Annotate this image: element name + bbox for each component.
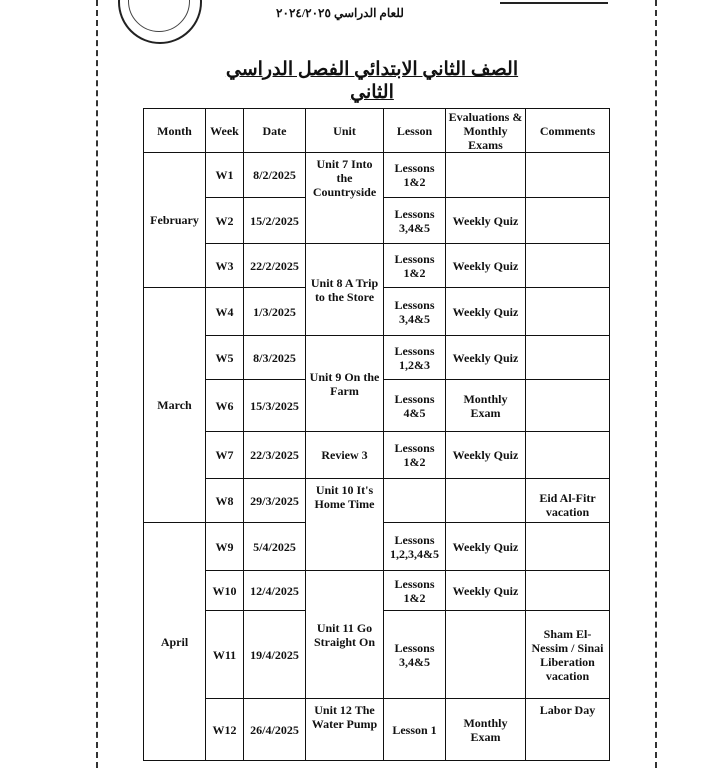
week-cell: W5 — [206, 336, 244, 380]
week-cell: W7 — [206, 432, 244, 479]
header-comments: Comments — [526, 109, 610, 153]
month-cell: March — [144, 288, 206, 523]
lesson-cell: Lessons 3,4&5 — [384, 198, 446, 244]
month-cell: February — [144, 153, 206, 288]
header-rule — [500, 2, 608, 4]
evaluation-cell: Monthly Exam — [446, 699, 526, 761]
table-row — [144, 479, 610, 523]
unit-cell: Review 3 — [306, 432, 384, 479]
lesson-cell: Lessons 1,2,3,4&5 — [384, 523, 446, 571]
week-cell: W2 — [206, 198, 244, 244]
date-cell: 29/3/2025 — [244, 479, 306, 523]
header-row — [144, 109, 610, 153]
page-border-right — [655, 0, 657, 768]
week-cell: W4 — [206, 288, 244, 336]
comment-cell — [526, 198, 610, 244]
date-cell: 8/3/2025 — [244, 336, 306, 380]
schedule-table — [143, 108, 610, 761]
date-cell: 1/3/2025 — [244, 288, 306, 336]
evaluation-cell — [446, 153, 526, 198]
table-row — [144, 571, 610, 611]
comment-cell — [526, 523, 610, 571]
lesson-cell: Lessons 1&2 — [384, 432, 446, 479]
week-cell: W10 — [206, 571, 244, 611]
date-cell: 15/3/2025 — [244, 380, 306, 432]
week-cell: W1 — [206, 153, 244, 198]
table-row — [144, 336, 610, 380]
date-cell: 22/3/2025 — [244, 432, 306, 479]
unit-cell: Unit 8 A Trip to the Store — [306, 244, 384, 336]
table-row — [144, 432, 610, 479]
comment-cell: Labor Day — [526, 699, 610, 761]
header-lesson: Lesson — [384, 109, 446, 153]
date-cell: 22/2/2025 — [244, 244, 306, 288]
comment-cell — [526, 380, 610, 432]
header-date: Date — [244, 109, 306, 153]
lesson-cell: Lessons 4&5 — [384, 380, 446, 432]
date-cell: 26/4/2025 — [244, 699, 306, 761]
header-week: Week — [206, 109, 244, 153]
lesson-cell: Lessons 3,4&5 — [384, 288, 446, 336]
date-cell: 15/2/2025 — [244, 198, 306, 244]
month-cell: April — [144, 523, 206, 761]
page-border-left — [96, 0, 98, 768]
logo-inner-ring — [128, 0, 190, 32]
week-cell: W12 — [206, 699, 244, 761]
date-cell: 12/4/2025 — [244, 571, 306, 611]
unit-cell: Unit 10 It's Home Time — [306, 479, 384, 571]
comment-cell: Sham El-Nessim / Sinai Liberation vacation — [526, 611, 610, 699]
academic-year: للعام الدراسي ٢٠٢٤/٢٠٢٥ — [276, 6, 404, 20]
comment-cell — [526, 153, 610, 198]
table-row — [144, 699, 610, 761]
table-row — [144, 244, 610, 288]
date-cell: 19/4/2025 — [244, 611, 306, 699]
lesson-cell: Lessons 1&2 — [384, 153, 446, 198]
evaluation-cell: Weekly Quiz — [446, 432, 526, 479]
page-title: الصف الثاني الابتدائي الفصل الدراسي الثاني — [225, 59, 519, 103]
table-row — [144, 153, 610, 198]
evaluation-cell: Weekly Quiz — [446, 523, 526, 571]
evaluation-cell: Weekly Quiz — [446, 336, 526, 380]
evaluation-cell: Weekly Quiz — [446, 571, 526, 611]
comment-cell — [526, 571, 610, 611]
header-unit: Unit — [306, 109, 384, 153]
comment-cell: Eid Al-Fitr vacation — [526, 479, 610, 523]
date-cell: 5/4/2025 — [244, 523, 306, 571]
week-cell: W6 — [206, 380, 244, 432]
evaluation-cell: Weekly Quiz — [446, 198, 526, 244]
date-cell: 8/2/2025 — [244, 153, 306, 198]
ministry-logo — [118, 0, 202, 44]
week-cell: W3 — [206, 244, 244, 288]
comment-cell — [526, 288, 610, 336]
unit-cell: Unit 7 Into the Countryside — [306, 153, 384, 244]
comment-cell — [526, 432, 610, 479]
lesson-cell: Lessons 1&2 — [384, 571, 446, 611]
evaluation-cell: Monthly Exam — [446, 380, 526, 432]
week-cell: W9 — [206, 523, 244, 571]
lesson-cell: Lessons 3,4&5 — [384, 611, 446, 699]
comment-cell — [526, 244, 610, 288]
unit-cell: Unit 11 Go Straight On — [306, 571, 384, 699]
unit-cell: Unit 9 On the Farm — [306, 336, 384, 432]
lesson-cell: Lessons 1,2&3 — [384, 336, 446, 380]
comment-cell — [526, 336, 610, 380]
header-evaluations: Evaluations & Monthly Exams — [446, 109, 526, 153]
unit-cell: Unit 12 The Water Pump — [306, 699, 384, 761]
week-cell: W11 — [206, 611, 244, 699]
evaluation-cell: Weekly Quiz — [446, 288, 526, 336]
evaluation-cell: Weekly Quiz — [446, 244, 526, 288]
week-cell: W8 — [206, 479, 244, 523]
evaluation-cell — [446, 611, 526, 699]
evaluation-cell — [446, 479, 526, 523]
header-month: Month — [144, 109, 206, 153]
lesson-cell — [384, 479, 446, 523]
lesson-cell: Lesson 1 — [384, 699, 446, 761]
lesson-cell: Lessons 1&2 — [384, 244, 446, 288]
